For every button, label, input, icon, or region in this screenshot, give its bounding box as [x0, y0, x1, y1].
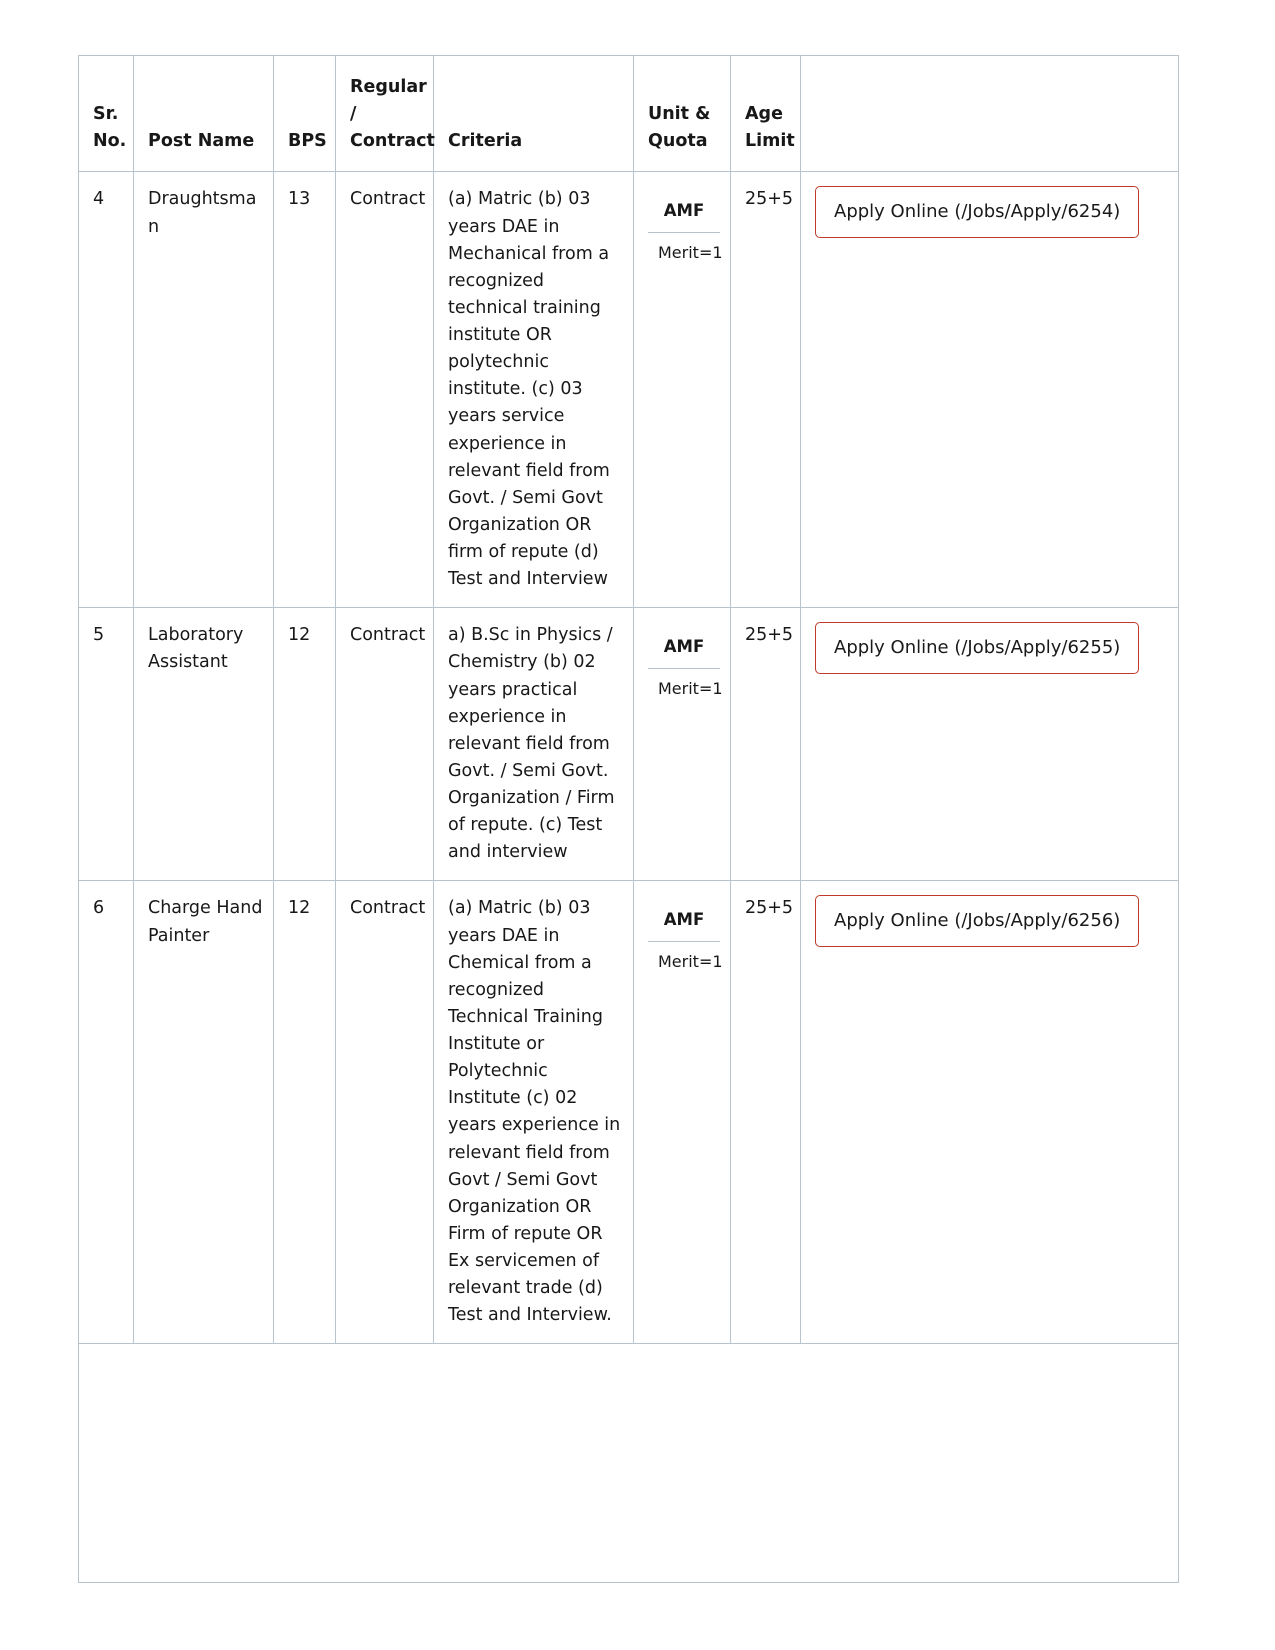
cell-apply [801, 881, 1179, 1344]
cell-unit-quota [634, 608, 731, 881]
cell-regular-contract: Contract [336, 608, 434, 881]
unit-name: AMF [648, 622, 720, 669]
cell-post-name: Laboratory Assistant [134, 608, 274, 881]
column-header-criteria: Criteria [434, 56, 634, 172]
cell-sr-no: 4 [79, 172, 134, 608]
column-header-unit-quota: Unit & Quota [634, 56, 731, 172]
empty-cell [801, 1344, 1179, 1583]
cell-bps: 12 [274, 608, 336, 881]
table-row [79, 608, 1179, 881]
table-body [79, 172, 1179, 1583]
quota-value: Merit=1 [658, 242, 723, 262]
quota-value: Merit=1 [658, 678, 723, 698]
table-empty-row [79, 1344, 1179, 1583]
cell-criteria: a) B.Sc in Physics / Chemistry (b) 02 years practical experience in relevant field from Govt. / Semi Govt. Organization / Firm of repute. (c) Test and interview [434, 608, 634, 881]
cell-post-name: Draughtsman [134, 172, 274, 608]
unit-name: AMF [648, 895, 720, 942]
empty-cell [634, 1344, 731, 1583]
jobs-table-container [78, 55, 1178, 1583]
cell-bps: 12 [274, 881, 336, 1344]
column-header-bps: BPS [274, 56, 336, 172]
quota-value: Merit=1 [658, 951, 723, 971]
cell-bps: 13 [274, 172, 336, 608]
cell-apply [801, 608, 1179, 881]
cell-post-name: Charge Hand Painter [134, 881, 274, 1344]
empty-cell [274, 1344, 336, 1583]
table-header [79, 56, 1179, 172]
cell-age-limit: 25+5 [731, 172, 801, 608]
empty-cell [134, 1344, 274, 1583]
table-row [79, 881, 1179, 1344]
cell-age-limit: 25+5 [731, 608, 801, 881]
empty-cell [434, 1344, 634, 1583]
cell-criteria: (a) Matric (b) 03 years DAE in Chemical from a recognized Technical Training Institute or Polytechnic Institute (c) 02 years experience in relevant field from Govt / Semi Govt Organization OR Firm of repute OR Ex servicemen of relevant trade (d) Test and Interview. [434, 881, 634, 1344]
empty-cell [336, 1344, 434, 1583]
cell-sr-no: 6 [79, 881, 134, 1344]
cell-criteria: (a) Matric (b) 03 years DAE in Mechanical from a recognized technical training institute OR polytechnic institute. (c) 03 years service experience in relevant field from Govt. / Semi Govt Organization OR firm of repute (d) Test and Interview [434, 172, 634, 608]
cell-age-limit: 25+5 [731, 881, 801, 1344]
jobs-table [78, 55, 1179, 1583]
table-row [79, 172, 1179, 608]
cell-unit-quota [634, 172, 731, 608]
column-header-sr-no: Sr. No. [79, 56, 134, 172]
cell-regular-contract: Contract [336, 172, 434, 608]
cell-unit-quota [634, 881, 731, 1344]
table-header-row [79, 56, 1179, 172]
empty-cell [79, 1344, 134, 1583]
column-header-apply [801, 56, 1179, 172]
cell-apply [801, 172, 1179, 608]
column-header-age-limit: Age Limit [731, 56, 801, 172]
cell-regular-contract: Contract [336, 881, 434, 1344]
apply-online-button[interactable]: Apply Online (/Jobs/Apply/6256) [815, 895, 1139, 947]
column-header-post-name: Post Name [134, 56, 274, 172]
cell-sr-no: 5 [79, 608, 134, 881]
column-header-regular-contract: Regular / Contract [336, 56, 434, 172]
apply-online-button[interactable]: Apply Online (/Jobs/Apply/6254) [815, 186, 1139, 238]
empty-cell [731, 1344, 801, 1583]
apply-online-button[interactable]: Apply Online (/Jobs/Apply/6255) [815, 622, 1139, 674]
unit-name: AMF [648, 186, 720, 233]
